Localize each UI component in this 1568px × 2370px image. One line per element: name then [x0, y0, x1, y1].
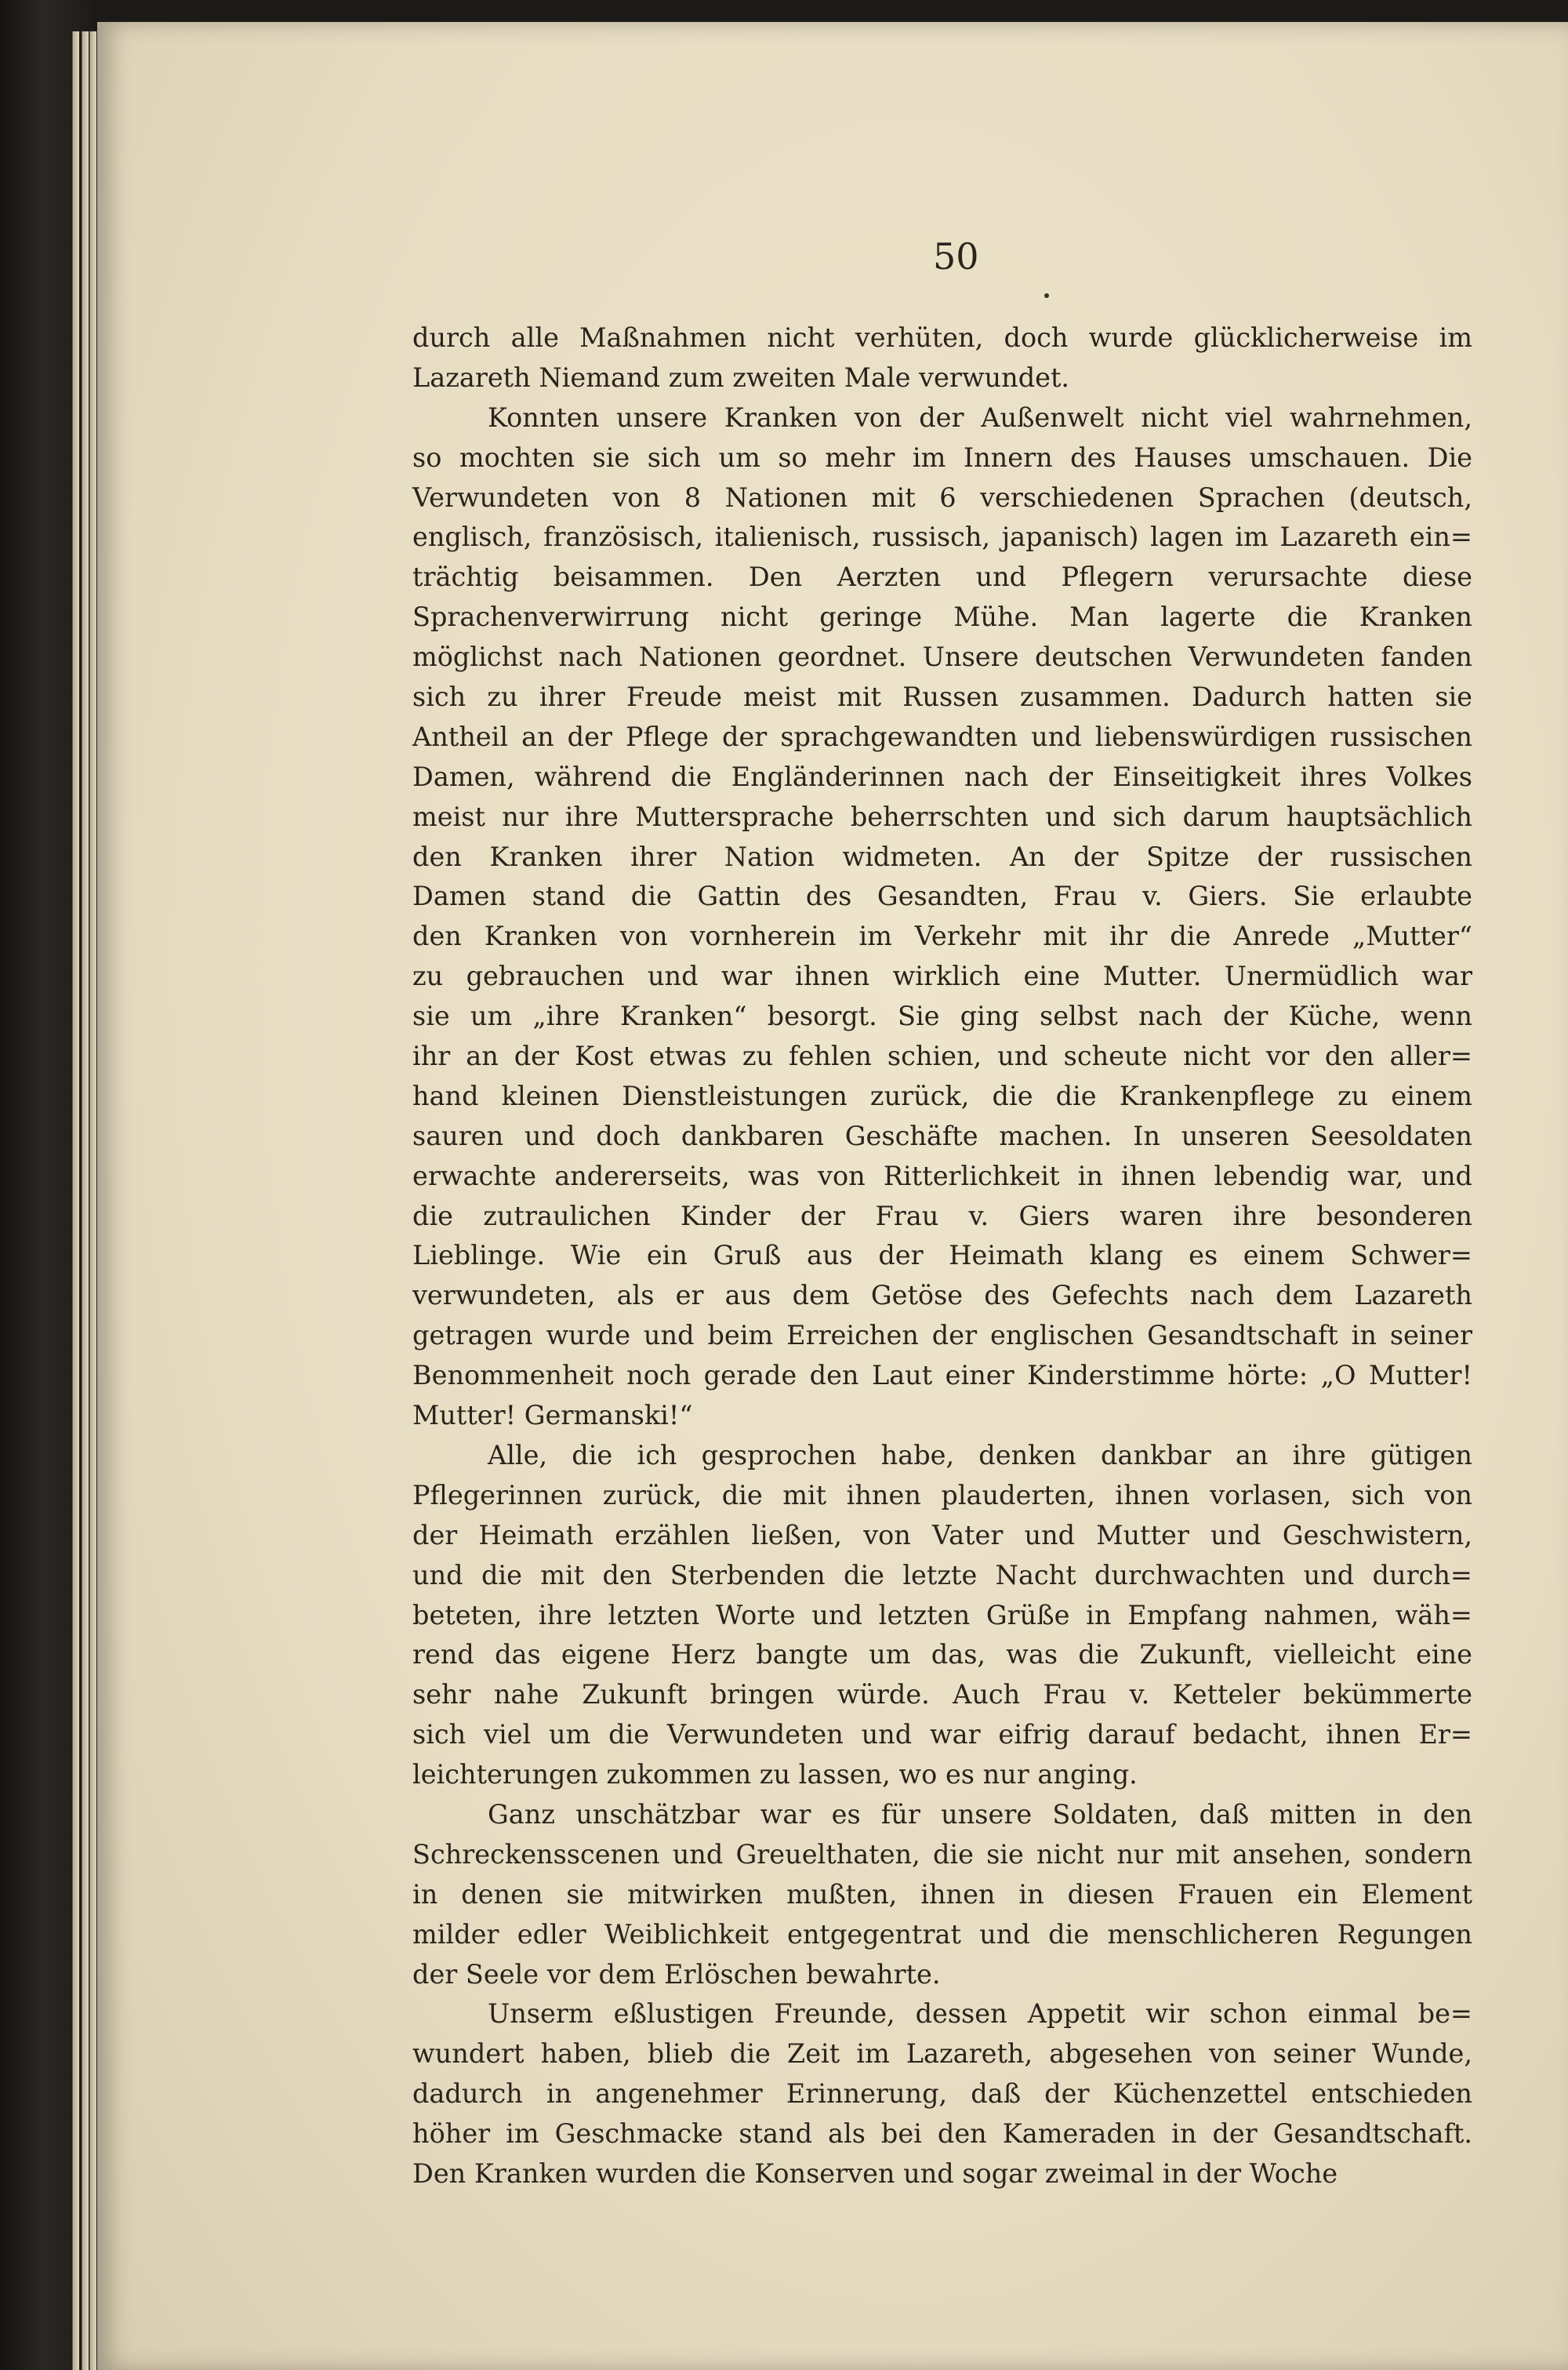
text-line: dadurch in angenehmer Erinnerung, daß der Küchenzettel entschieden [412, 2078, 1472, 2110]
text-line: getragen wurde und beim Erreichen der englischen Gesandtschaft in seiner [412, 1320, 1472, 1351]
text-line: milder edler Weiblichkeit entgegentrat und die menschlicheren Regungen [412, 1918, 1472, 1950]
text-line: Damen stand die Gattin des Gesandten, Frau v. Giers. Sie erlaubte [412, 881, 1472, 912]
text-line: der Seele vor dem Erlöschen bewahrte. [412, 1958, 941, 1990]
text-line: Sprachenverwirrung nicht geringe Mühe. Man lagerte die Kranken [412, 602, 1472, 633]
text-line: möglichst nach Nationen geordnet. Unsere deutschen Verwundeten fanden [412, 642, 1472, 673]
text-line: Unserm eßlustigen Freunde, dessen Appetit wir schon einmal be= [488, 1998, 1472, 2030]
text-line: Lieblinge. Wie ein Gruß aus der Heimath klang es einem Schwer= [412, 1240, 1472, 1271]
text-line: Damen, während die Engländerinnen nach der Einseitigkeit ihres Volkes [412, 761, 1472, 792]
text-line: Benommenheit noch gerade den Laut einer Kinderstimme hörte: „O Mutter! [412, 1360, 1472, 1391]
text-line: Verwundeten von 8 Nationen mit 6 verschiedenen Sprachen (deutsch, [412, 482, 1472, 513]
text-line: den Kranken von vornherein im Verkehr mit ihr die Anrede „Mutter“ [412, 921, 1472, 952]
text-line: sehr nahe Zukunft bringen würde. Auch Frau v. Ketteler bekümmerte [412, 1679, 1472, 1710]
text-line: ihr an der Kost etwas zu fehlen schien, und scheute nicht vor den aller= [412, 1041, 1472, 1072]
text-line: englisch, französisch, italienisch, russisch, japanisch) lagen im Lazareth ein= [412, 522, 1472, 553]
text-line: Mutter! Germanski!“ [412, 1400, 693, 1431]
text-line: rend das eigene Herz bangte um das, was die Zukunft, vielleicht eine [412, 1639, 1472, 1670]
page-edge [89, 31, 96, 2370]
text-line: den Kranken ihrer Nation widmeten. An der Spitze der russischen [412, 841, 1472, 872]
text-line: beteten, ihre letzten Worte und letzten Grüße in Empfang nahmen, wäh= [412, 1599, 1472, 1630]
text-line: und die mit den Sterbenden die letzte Nacht durchwachten und durch= [412, 1559, 1472, 1590]
text-line: sauren und doch dankbaren Geschäfte machen. In unseren Seesoldaten [412, 1120, 1472, 1151]
body-text [412, 318, 1472, 2194]
page-edge [82, 31, 89, 2370]
ink-speck [1044, 293, 1049, 298]
text-line: höher im Geschmacke stand als bei den Kameraden in der Gesandtschaft. [412, 2118, 1472, 2150]
text-line: leichterungen zukommen zu lassen, wo es nur anging. [412, 1759, 1138, 1790]
paper-page [97, 22, 1568, 2370]
text-line: sich viel um die Verwundeten und war eifrig darauf bedacht, ihnen Er= [412, 1719, 1472, 1750]
text-line: in denen sie mitwirken mußten, ihnen in diesen Frauen ein Element [412, 1878, 1472, 1910]
text-line: wundert haben, blieb die Zeit im Lazareth, abgesehen von seiner Wunde, [412, 2038, 1472, 2070]
text-line: die zutraulichen Kinder der Frau v. Giers waren ihre besonderen [412, 1200, 1472, 1231]
text-line: sie um „ihre Kranken“ besorgt. Sie ging selbst nach der Küche, wenn [412, 1001, 1472, 1032]
text-line: Alle, die ich gesprochen habe, denken dankbar an ihre gütigen [488, 1439, 1472, 1470]
book-cover-edge [0, 0, 94, 2370]
text-line: zu gebrauchen und war ihnen wirklich eine Mutter. Unermüdlich war [412, 961, 1472, 992]
text-line: Antheil an der Pflege der sprachgewandten und liebenswürdigen russischen [412, 721, 1472, 752]
text-line: verwundeten, als er aus dem Getöse des Gefechts nach dem Lazareth [412, 1280, 1472, 1311]
text-line: meist nur ihre Muttersprache beherrschten und sich darum hauptsächlich [412, 801, 1472, 832]
text-line: trächtig beisammen. Den Aerzten und Pflegern verursachte diese [412, 562, 1472, 593]
text-line: Ganz unschätzbar war es für unsere Soldaten, daß mitten in den [488, 1798, 1472, 1830]
text-line: der Heimath erzählen ließen, von Vater und Mutter und Geschwistern, [412, 1519, 1472, 1550]
text-line: Schreckensscenen und Greuelthaten, die sie nicht nur mit ansehen, sondern [412, 1838, 1472, 1870]
text-line: so mochten sie sich um so mehr im Innern des Hauses umschauen. Die [412, 442, 1472, 473]
text-line: Pflegerinnen zurück, die mit ihnen plauderten, ihnen vorlasen, sich von [412, 1479, 1472, 1510]
page-edge [72, 31, 79, 2370]
text-line: hand kleinen Dienstleistungen zurück, die die Krankenpflege zu einem [412, 1080, 1472, 1111]
text-line: durch alle Maßnahmen nicht verhüten, doch wurde glücklicherweise im [412, 322, 1472, 353]
text-line: sich zu ihrer Freude meist mit Russen zusammen. Dadurch hatten sie [412, 682, 1472, 713]
text-line: Konnten unsere Kranken von der Außenwelt nicht viel wahrnehmen, [488, 402, 1472, 433]
text-line: Den Kranken wurden die Konserven und sogar zweimal in der Woche [412, 2157, 1338, 2189]
text-line: Lazareth Niemand zum zweiten Male verwundet. [412, 362, 1070, 393]
page-number: 50 [933, 235, 979, 278]
text-line: erwachte andererseits, was von Ritterlichkeit in ihnen lebendig war, und [412, 1160, 1472, 1191]
